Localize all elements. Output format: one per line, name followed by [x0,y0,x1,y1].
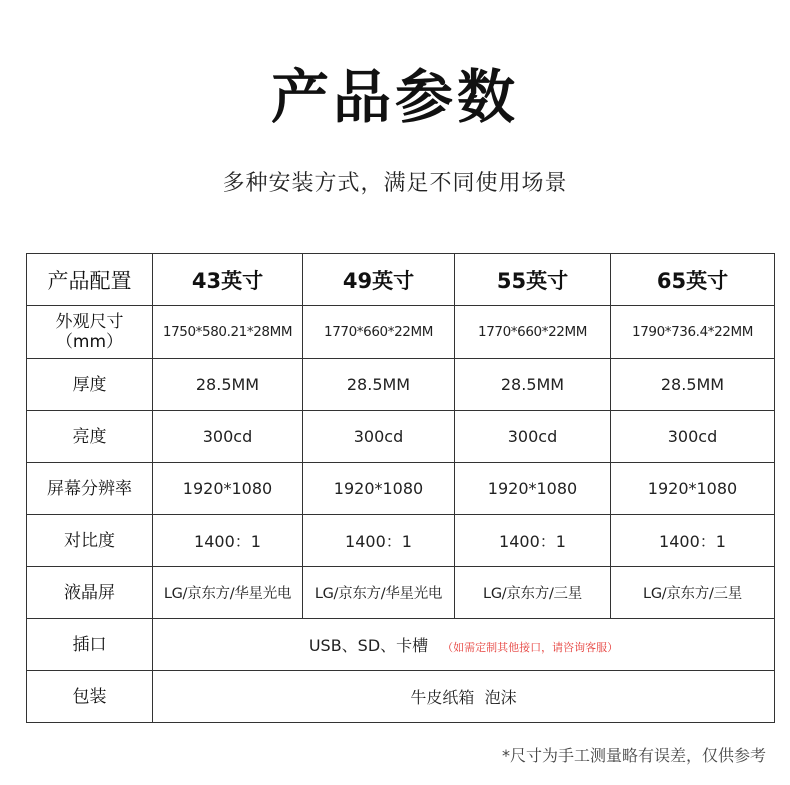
ports-value: USB、SD、卡槽 [308,636,429,655]
cell-resolution-49: 1920*1080 [303,463,455,515]
cell-thickness-49: 28.5MM [303,359,455,411]
row-label-brightness: 亮度 [27,411,153,463]
cell-size-49: 1770*660*22MM [303,306,455,359]
spec-table [26,253,775,723]
cell-resolution-65: 1920*1080 [611,463,775,515]
cell-size-65: 1790*736.4*22MM [611,306,775,359]
footer-disclaimer: *尺寸为手工测量略有误差，仅供参考 [501,746,766,765]
row-label-contrast: 对比度 [27,515,153,567]
header-config: 产品配置 [27,254,153,306]
cell-thickness-43: 28.5MM [153,359,303,411]
header-65: 65英寸 [611,254,775,306]
cell-brightness-43: 300cd [153,411,303,463]
table-row-packaging [27,671,775,723]
header-55: 55英寸 [455,254,611,306]
table-row-size [27,306,775,359]
page-title: 产品参数 [270,63,519,131]
cell-contrast-49: 1400：1 [303,515,455,567]
cell-brightness-55: 300cd [455,411,611,463]
cell-contrast-65: 1400：1 [611,515,775,567]
cell-brightness-49: 300cd [303,411,455,463]
table-row-resolution [27,463,775,515]
table-row-brightness [27,411,775,463]
page-subtitle: 多种安装方式，满足不同使用场景 [222,171,568,196]
table-row-lcd [27,567,775,619]
table-row-ports [27,619,775,671]
row-label-packaging: 包装 [27,671,153,723]
cell-lcd-55: LG/京东方/三星 [455,567,611,619]
row-label-lcd: 液晶屏 [27,567,153,619]
table-header-row [27,254,775,306]
row-label-size-line2: （mm） [55,332,124,352]
cell-brightness-65: 300cd [611,411,775,463]
cell-packaging: 牛皮纸箱 泡沫 [153,671,775,723]
row-label-ports: 插口 [27,619,153,671]
cell-lcd-49: LG/京东方/华星光电 [303,567,455,619]
header-49: 49英寸 [303,254,455,306]
cell-lcd-43: LG/京东方/华星光电 [153,567,303,619]
cell-contrast-43: 1400：1 [153,515,303,567]
cell-lcd-65: LG/京东方/三星 [611,567,775,619]
row-label-size-line1: 外观尺寸 [55,312,124,332]
header-43: 43英寸 [153,254,303,306]
ports-custom-note: （如需定制其他接口，请咨询客服） [442,641,619,654]
cell-resolution-55: 1920*1080 [455,463,611,515]
table-row-contrast [27,515,775,567]
cell-resolution-43: 1920*1080 [153,463,303,515]
row-label-size [27,306,153,359]
row-label-thickness: 厚度 [27,359,153,411]
cell-contrast-55: 1400：1 [455,515,611,567]
cell-size-43: 1750*580.21*28MM [153,306,303,359]
cell-size-55: 1770*660*22MM [455,306,611,359]
cell-thickness-65: 28.5MM [611,359,775,411]
cell-thickness-55: 28.5MM [455,359,611,411]
cell-ports [153,619,775,671]
table-row-thickness [27,359,775,411]
row-label-resolution: 屏幕分辨率 [27,463,153,515]
